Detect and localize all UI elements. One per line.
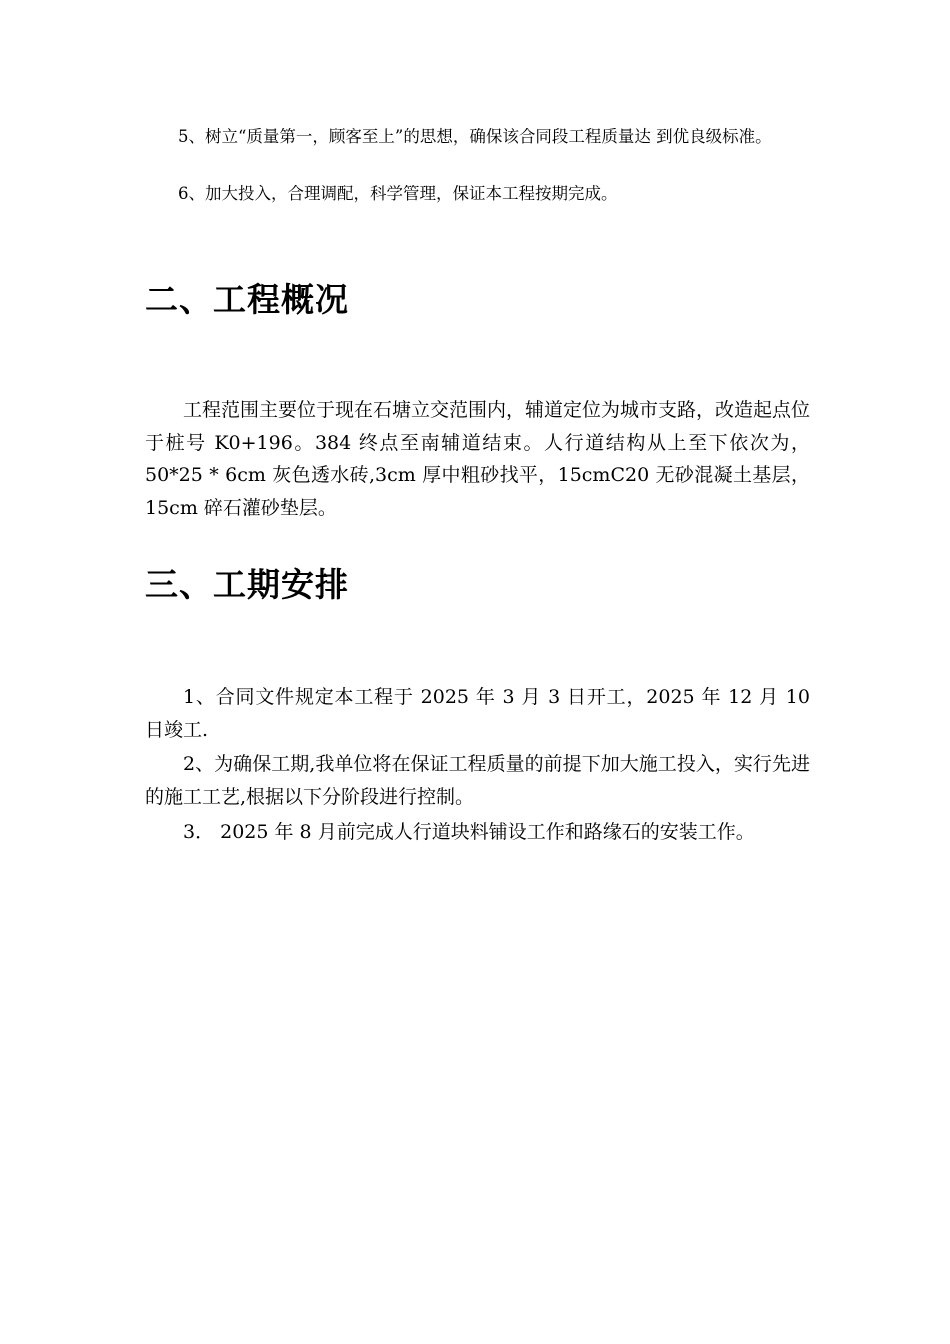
section-2-heading: 二、工程概况	[145, 280, 349, 319]
intro-item-5: 5、树立“质量第一，顾客至上”的思想，确保该合同段工程质量达 到优良级标准。	[178, 127, 772, 146]
section-3-item-2: 2、为确保工期,我单位将在保证工程质量的前提下加大施工投入，实行先进的施工工艺,根据以下分阶段进行控制。	[145, 753, 810, 808]
section-3-item-3: 3． 2025 年 8 月前完成人行道块料铺设工作和路缘石的安装工作。	[183, 821, 755, 843]
section-2-body: 工程范围主要位于现在石塘立交范围内，辅道定位为城市支路，改造起点位于桩号 K0+196。384 终点至南辅道结束。人行道结构从上至下依次为，50*25 * 6cm 灰色透水砖,3cm 厚中粗砂找平，15cmC20 无砂混凝土基层，15cm 碎石灌砂垫层。	[145, 399, 811, 519]
section-3-item-1: 1、合同文件规定本工程于 2025 年 3 月 3 日开工，2025 年 12 月 10 日竣工.	[145, 686, 810, 741]
intro-item-6: 6、加大投入，合理调配，科学管理，保证本工程按期完成。	[178, 184, 618, 203]
section-3-heading: 三、工期安排	[145, 565, 349, 604]
